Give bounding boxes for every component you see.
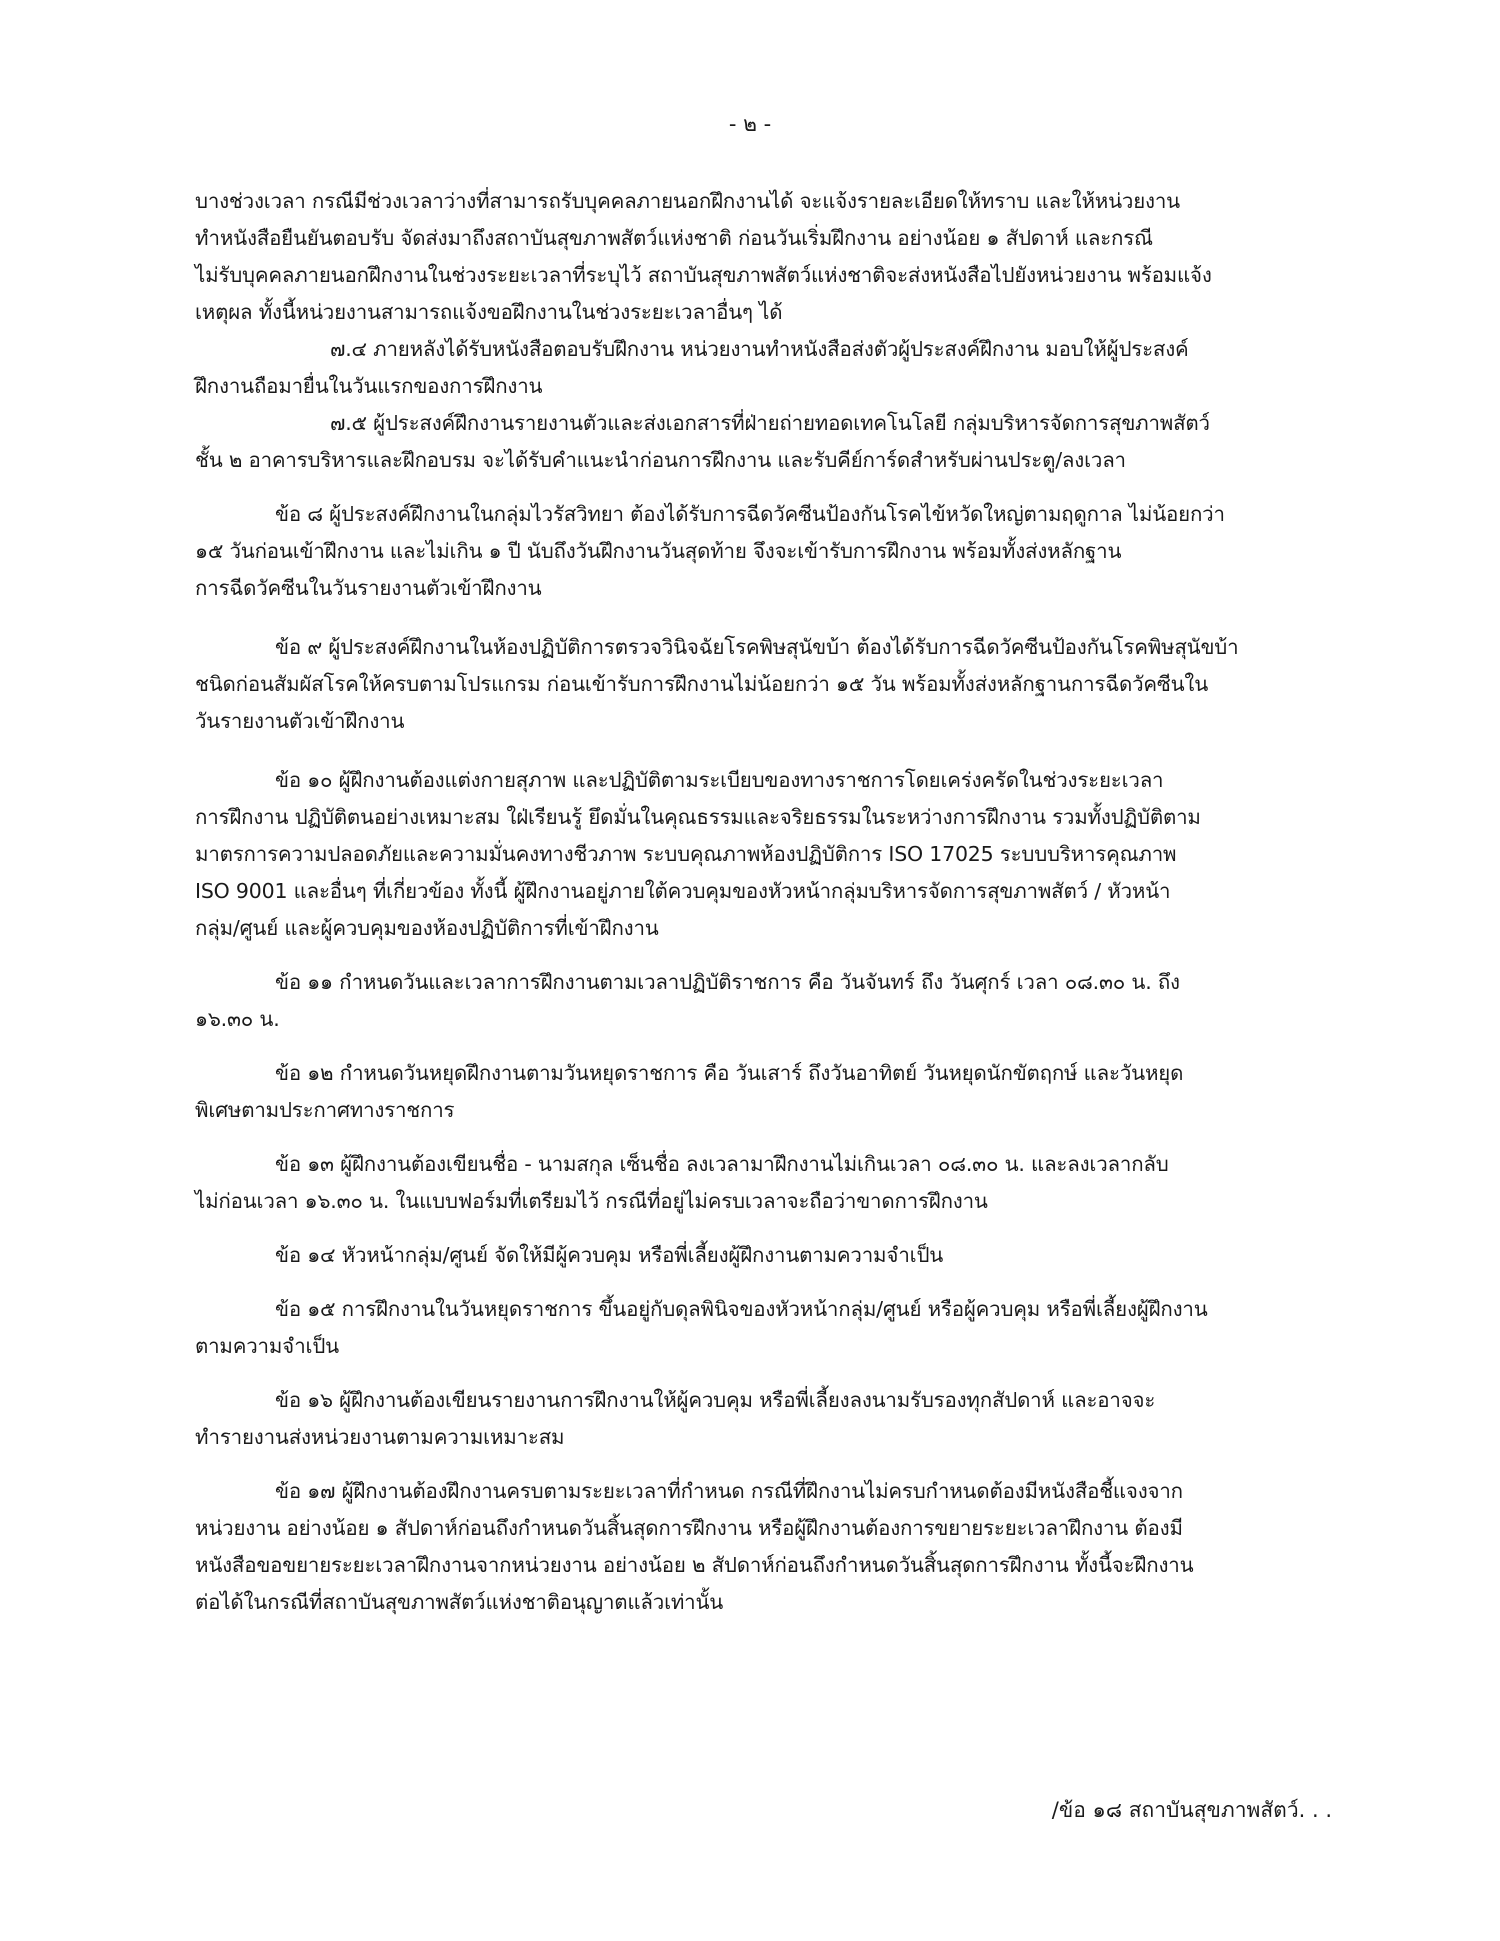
text-line: ข้อ ๙ ผู้ประสงค์ฝึกงานในห้องปฏิบัติการตรวจวินิจฉัยโรคพิษสุนัขบ้า ต้องได้รับการฉีดวัคซีนป้องกันโรคพิษสุนัขบ้า [275,635,1239,659]
clause-10 [195,762,1335,947]
paragraph-spacer [195,947,1335,964]
text-line: ข้อ ๘ ผู้ประสงค์ฝึกงานในกลุ่มไวรัสวิทยา ต้องได้รับการฉีดวัคซีนป้องกันโรคไข้หวัดใหญ่ตามฤดูกาล ไม่น้อยกว่า [275,502,1225,526]
paragraph-spacer [195,740,1335,762]
clause-17 [195,1473,1335,1621]
text-line: วันรายงานตัวเข้าฝึกงาน [195,709,405,733]
text-line: ISO 9001 และอื่นๆ ที่เกี่ยวข้อง ทั้งนี้ ผู้ฝึกงานอยู่ภายใต้ควบคุมของหัวหน้ากลุ่มบริหารจัดการสุขภาพสัตว์ / หัวหน้า [195,879,1171,903]
paragraph-spacer [195,1129,1335,1146]
paragraph-spacer [195,1274,1335,1291]
text-line: หนังสือขอขยายระยะเวลาฝึกงานจากหน่วยงาน อย่างน้อย ๒ สัปดาห์ก่อนถึงกำหนดวันสิ้นสุดการฝึกงาน ทั้งนี้จะฝึกงาน [195,1553,1194,1577]
paragraph-spacer [195,1456,1335,1473]
text-line: ๗.๕ ผู้ประสงค์ฝึกงานรายงานตัวและส่งเอกสารที่ฝ่ายถ่ายทอดเทคโนโลยี กลุ่มบริหารจัดการสุขภาพสัตว์ [330,411,1210,435]
paragraph-7-3-continuation [195,183,1335,331]
paragraph-spacer [195,1220,1335,1237]
text-line: ทำรายงานส่งหน่วยงานตามความเหมาะสม [195,1425,565,1449]
text-line: ๑๖.๓๐ น. [195,1007,280,1031]
text-line: มาตรการความปลอดภัยและความมั่นคงทางชีวภาพ ระบบคุณภาพห้องปฏิบัติการ ISO 17025 ระบบบริหารคุณภาพ [195,842,1177,866]
text-line: กลุ่ม/ศูนย์ และผู้ควบคุมของห้องปฏิบัติการที่เข้าฝึกงาน [195,916,659,940]
text-line: ไม่ก่อนเวลา ๑๖.๓๐ น. ในแบบฟอร์มที่เตรียมไว้ กรณีที่อยู่ไม่ครบเวลาจะถือว่าขาดการฝึกงาน [195,1189,988,1213]
text-line: ตามความจำเป็น [195,1334,339,1358]
text-line: ข้อ ๑๖ ผู้ฝึกงานต้องเขียนรายงานการฝึกงานให้ผู้ควบคุม หรือพี่เลี้ยงลงนามรับรองทุกสัปดาห์ และอาจจะ [275,1388,1156,1412]
text-line: ๑๕ วันก่อนเข้าฝึกงาน และไม่เกิน ๑ ปี นับถึงวันฝึกงานวันสุดท้าย จึงจะเข้ารับการฝึกงาน พร้อมทั้งส่งหลักฐาน [195,539,1122,563]
clause-12 [195,1055,1335,1129]
paragraph-spacer [195,1365,1335,1382]
clause-7-4 [195,331,1335,405]
text-line: ฝึกงานถือมายื่นในวันแรกของการฝึกงาน [195,374,543,398]
text-line: ชนิดก่อนสัมผัสโรคให้ครบตามโปรแกรม ก่อนเข้ารับการฝึกงานไม่น้อยกว่า ๑๕ วัน พร้อมทั้งส่งหลักฐานการฉีดวัคซีนใน [195,672,1209,696]
text-line: ไม่รับบุคคลภายนอกฝึกงานในช่วงระยะเวลาที่ระบุไว้ สถาบันสุขภาพสัตว์แห่งชาติจะส่งหนังสือไปยังหน่วยงาน พร้อมแจ้ง [195,263,1212,287]
paragraph-spacer [195,1038,1335,1055]
text-line: ข้อ ๑๒ กำหนดวันหยุดฝึกงานตามวันหยุดราชการ คือ วันเสาร์ ถึงวันอาทิตย์ วันหยุดนักขัตฤกษ์ และวันหยุด [275,1061,1184,1085]
text-line: ข้อ ๑๗ ผู้ฝึกงานต้องฝึกงานครบตามระยะเวลาที่กำหนด กรณีที่ฝึกงานไม่ครบกำหนดต้องมีหนังสือชี้แจงจาก [275,1479,1183,1503]
clause-15 [195,1291,1335,1365]
page-number: - ๒ - [728,112,772,136]
text-line: ต่อได้ในกรณีที่สถาบันสุขภาพสัตว์แห่งชาติอนุญาตแล้วเท่านั้น [195,1590,724,1614]
clause-7-5 [195,405,1335,479]
text-line: ข้อ ๑๐ ผู้ฝึกงานต้องแต่งกายสุภาพ และปฏิบัติตามระเบียบของทางราชการโดยเคร่งครัดในช่วงระยะเวลา [275,768,1164,792]
clause-9 [195,629,1335,740]
text-line: ข้อ ๑๓ ผู้ฝึกงานต้องเขียนชื่อ - นามสกุล เซ็นชื่อ ลงเวลามาฝึกงานไม่เกินเวลา ๐๘.๓๐ น. และลงเวลากลับ [275,1152,1169,1176]
text-line: การฉีดวัคซีนในวันรายงานตัวเข้าฝึกงาน [195,576,542,600]
text-line: การฝึกงาน ปฏิบัติตนอย่างเหมาะสม ใฝ่เรียนรู้ ยึดมั่นในคุณธรรมและจริยธรรมในระหว่างการฝึกงาน รวมทั้งปฏิบัติตาม [195,805,1201,829]
text-line: หน่วยงาน อย่างน้อย ๑ สัปดาห์ก่อนถึงกำหนดวันสิ้นสุดการฝึกงาน หรือผู้ฝึกงานต้องการขยายระยะเวลาฝึกงาน ต้องมี [195,1516,1183,1540]
continuation-reference: /ข้อ ๑๘ สถาบันสุขภาพสัตว์. . . [1051,1798,1332,1822]
paragraph-spacer [195,479,1335,496]
clause-11 [195,964,1335,1038]
clause-8 [195,496,1335,607]
text-line: ข้อ ๑๔ หัวหน้ากลุ่ม/ศูนย์ จัดให้มีผู้ควบคุม หรือพี่เลี้ยงผู้ฝึกงานตามความจำเป็น [275,1243,944,1267]
text-line: ทำหนังสือยืนยันตอบรับ จัดส่งมาถึงสถาบันสุขภาพสัตว์แห่งชาติ ก่อนวันเริ่มฝึกงาน อย่างน้อย ๑ สัปดาห์ และกรณี [195,226,1153,250]
text-line: พิเศษตามประกาศทางราชการ [195,1098,455,1122]
document-body [195,183,1335,1621]
text-line: บางช่วงเวลา กรณีมีช่วงเวลาว่างที่สามารถรับบุคคลภายนอกฝึกงานได้ จะแจ้งรายละเอียดให้ทราบ และให้หน่วยงาน [195,189,1180,213]
text-line: ๗.๔ ภายหลังได้รับหนังสือตอบรับฝึกงาน หน่วยงานทำหนังสือส่งตัวผู้ประสงค์ฝึกงาน มอบให้ผู้ประสงค์ [330,337,1189,361]
text-line: เหตุผล ทั้งนี้หน่วยงานสามารถแจ้งขอฝึกงานในช่วงระยะเวลาอื่นๆ ได้ [195,300,783,324]
text-line: ข้อ ๑๑ กำหนดวันและเวลาการฝึกงานตามเวลาปฏิบัติราชการ คือ วันจันทร์ ถึง วันศุกร์ เวลา ๐๘.๓๐ น. ถึง [275,970,1180,994]
clause-14 [195,1237,1335,1274]
text-line: ชั้น ๒ อาคารบริหารและฝึกอบรม จะได้รับคำแนะนำก่อนการฝึกงาน และรับคีย์การ์ดสำหรับผ่านประตู/ลงเวลา [195,448,1126,472]
text-line: ข้อ ๑๕ การฝึกงานในวันหยุดราชการ ขึ้นอยู่กับดุลพินิจของหัวหน้ากลุ่ม/ศูนย์ หรือผู้ควบคุม หรือพี่เลี้ยงผู้ฝึกงาน [275,1297,1208,1321]
paragraph-spacer [195,607,1335,629]
clause-16 [195,1382,1335,1456]
clause-13 [195,1146,1335,1220]
